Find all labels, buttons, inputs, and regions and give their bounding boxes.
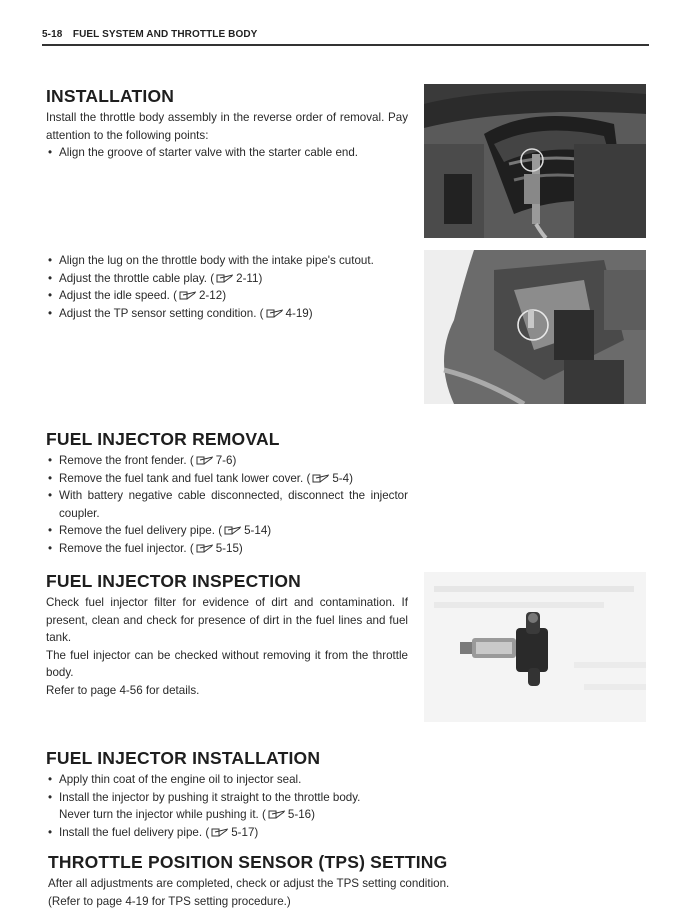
reference-icon bbox=[196, 455, 215, 465]
starter-valve-photo bbox=[424, 84, 646, 238]
list-item: • Remove the front fender. ( 7-6) bbox=[46, 452, 408, 470]
chapter-title: FUEL SYSTEM AND THROTTLE BODY bbox=[72, 29, 258, 40]
tps-line-2: (Refer to page 4-19 for TPS setting procedure.) bbox=[48, 894, 291, 908]
reference-icon bbox=[179, 290, 198, 300]
throttle-body-lug-photo bbox=[424, 250, 646, 404]
reference-icon bbox=[211, 827, 230, 837]
inspection-heading: FUEL INJECTOR INSPECTION bbox=[46, 571, 302, 591]
list-item: • Adjust the idle speed. ( 2-12) bbox=[46, 287, 408, 305]
list-item: • Adjust the throttle cable play. ( 2-11) bbox=[46, 270, 408, 288]
fuel-injector-photo bbox=[424, 572, 646, 722]
installation-adjust-list bbox=[46, 252, 408, 322]
reference-icon bbox=[216, 273, 235, 283]
injector-installation-heading: FUEL INJECTOR INSTALLATION bbox=[46, 748, 321, 768]
list-item: • Install the injector by pushing it straight to the throttle body. Never turn the injector while pushing it. ( 5-16) bbox=[46, 789, 408, 824]
page-number: 5-18 bbox=[42, 29, 63, 40]
list-item: • Remove the fuel tank and fuel tank lower cover. ( 5-4) bbox=[46, 470, 408, 488]
list-item: • With battery negative cable disconnected, disconnect the injector coupler. bbox=[46, 487, 408, 522]
inspection-para-2: The fuel injector can be checked without removing it from the throttle body. bbox=[46, 648, 408, 679]
reference-icon bbox=[224, 525, 243, 535]
inspection-para-3: Refer to page 4-56 for details. bbox=[46, 683, 200, 697]
list-item: • Adjust the TP sensor setting condition. ( 4-19) bbox=[46, 305, 408, 323]
list-item: • Remove the fuel injector. ( 5-15) bbox=[46, 540, 408, 558]
inspection-section bbox=[46, 571, 408, 699]
list-item: • Align the lug on the throttle body with the intake pipe's cutout. bbox=[46, 252, 408, 270]
installation-bullet-starter: • Align the groove of starter valve with the starter cable end. bbox=[46, 144, 408, 162]
tps-line-1: After all adjustments are completed, check or adjust the TPS setting condition. bbox=[48, 877, 450, 890]
installation-intro: Install the throttle body assembly in the reverse order of removal. Pay attention to the following points: bbox=[46, 111, 408, 142]
reference-icon bbox=[266, 308, 285, 318]
installation-section bbox=[46, 86, 408, 162]
injector-installation-section bbox=[46, 748, 408, 841]
tps-heading: THROTTLE POSITION SENSOR (TPS) SETTING bbox=[48, 852, 448, 872]
reference-icon bbox=[268, 809, 287, 819]
removal-section bbox=[46, 429, 408, 557]
list-item: • Apply thin coat of the engine oil to injector seal. bbox=[46, 771, 408, 789]
removal-heading: FUEL INJECTOR REMOVAL bbox=[46, 429, 280, 449]
reference-icon bbox=[196, 543, 215, 553]
list-item: • Remove the fuel delivery pipe. ( 5-14) bbox=[46, 522, 408, 540]
inspection-para-1: Check fuel injector filter for evidence of dirt and contamination. If present, clean and check for presence of dirt in the fuel lines and fuel tank. bbox=[46, 596, 408, 644]
installation-heading: INSTALLATION bbox=[46, 86, 175, 106]
page-header bbox=[42, 24, 649, 46]
list-item: • Install the fuel delivery pipe. ( 5-17) bbox=[46, 824, 408, 842]
tps-section bbox=[48, 852, 658, 910]
reference-icon bbox=[312, 473, 331, 483]
